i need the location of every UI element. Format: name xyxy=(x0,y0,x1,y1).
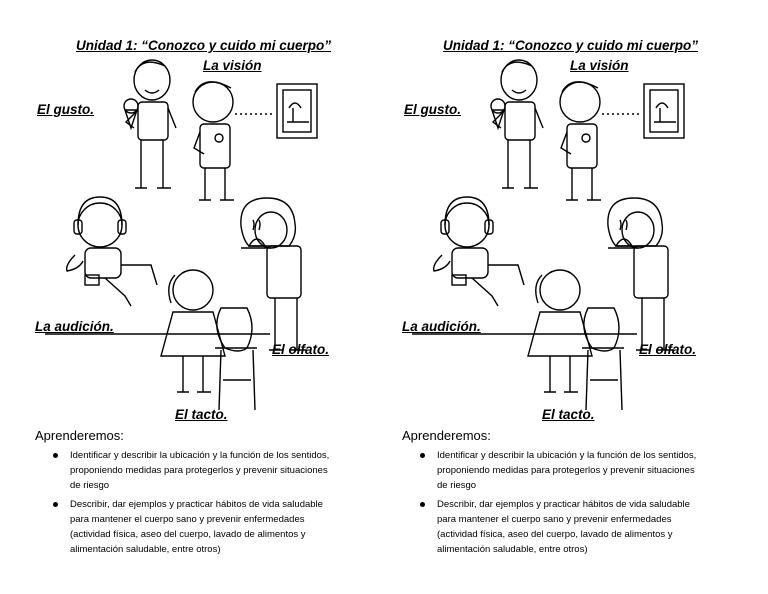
label-gusto: El gusto. xyxy=(37,102,94,117)
child-looking-icon xyxy=(193,82,234,200)
list-item: Identificar y describir la ubicación y la función de los sentidos, proponiendo medidas para protegerlos y prevenir situaciones de riesgo xyxy=(35,448,335,493)
bullet-icon xyxy=(53,502,58,507)
label-audicion: La audición. xyxy=(35,319,114,334)
label-tacto: El tacto. xyxy=(175,407,228,422)
aprenderemos-heading: Aprenderemos: xyxy=(35,428,124,443)
list-item: Describir, dar ejemplos y practicar hábitos de vida saludable para mantener el cuerpo sano y prevenir enfermedades (actividad física, aseo del cuerpo, lavado de alimentos y alimentación saludable, entre otros) xyxy=(35,497,335,557)
child-tasting-ice-cream-icon xyxy=(124,60,176,188)
aprenderemos-heading: Aprenderemos: xyxy=(402,428,491,443)
child-listening-headphones-icon xyxy=(67,197,157,306)
unit-title: Unidad 1: “Conozco y cuido mi cuerpo” xyxy=(76,38,332,53)
learning-goals-list xyxy=(35,448,335,561)
child-touching-vase-icon xyxy=(528,270,624,410)
label-tacto: El tacto. xyxy=(542,407,595,422)
unit-title: Unidad 1: “Conozco y cuido mi cuerpo” xyxy=(443,38,699,53)
child-looking-icon xyxy=(560,82,601,200)
child-smelling-cake-icon xyxy=(241,198,307,350)
label-vision: La visión xyxy=(203,58,262,73)
bullet-icon xyxy=(420,453,425,458)
label-audicion: La audición. xyxy=(402,319,481,334)
child-smelling-cake-icon xyxy=(608,198,674,350)
label-olfato: El olfato. xyxy=(639,342,696,357)
label-olfato: El olfato. xyxy=(272,342,329,357)
framed-picture-icon xyxy=(277,84,317,138)
framed-picture-icon xyxy=(644,84,684,138)
bullet-icon xyxy=(53,453,58,458)
child-listening-headphones-icon xyxy=(434,197,524,306)
label-gusto: El gusto. xyxy=(404,102,461,117)
label-vision: La visión xyxy=(570,58,629,73)
list-item: Identificar y describir la ubicación y la función de los sentidos, proponiendo medidas para protegerlos y prevenir situaciones de riesgo xyxy=(402,448,702,493)
bullet-icon xyxy=(420,502,425,507)
child-touching-vase-icon xyxy=(161,270,257,410)
list-item: Describir, dar ejemplos y practicar hábitos de vida saludable para mantener el cuerpo sano y prevenir enfermedades (actividad física, aseo del cuerpo, lavado de alimentos y alimentación saludable, entre otros) xyxy=(402,497,702,557)
learning-goals-list xyxy=(402,448,702,561)
worksheet-copy-right xyxy=(367,0,751,594)
child-tasting-ice-cream-icon xyxy=(491,60,543,188)
